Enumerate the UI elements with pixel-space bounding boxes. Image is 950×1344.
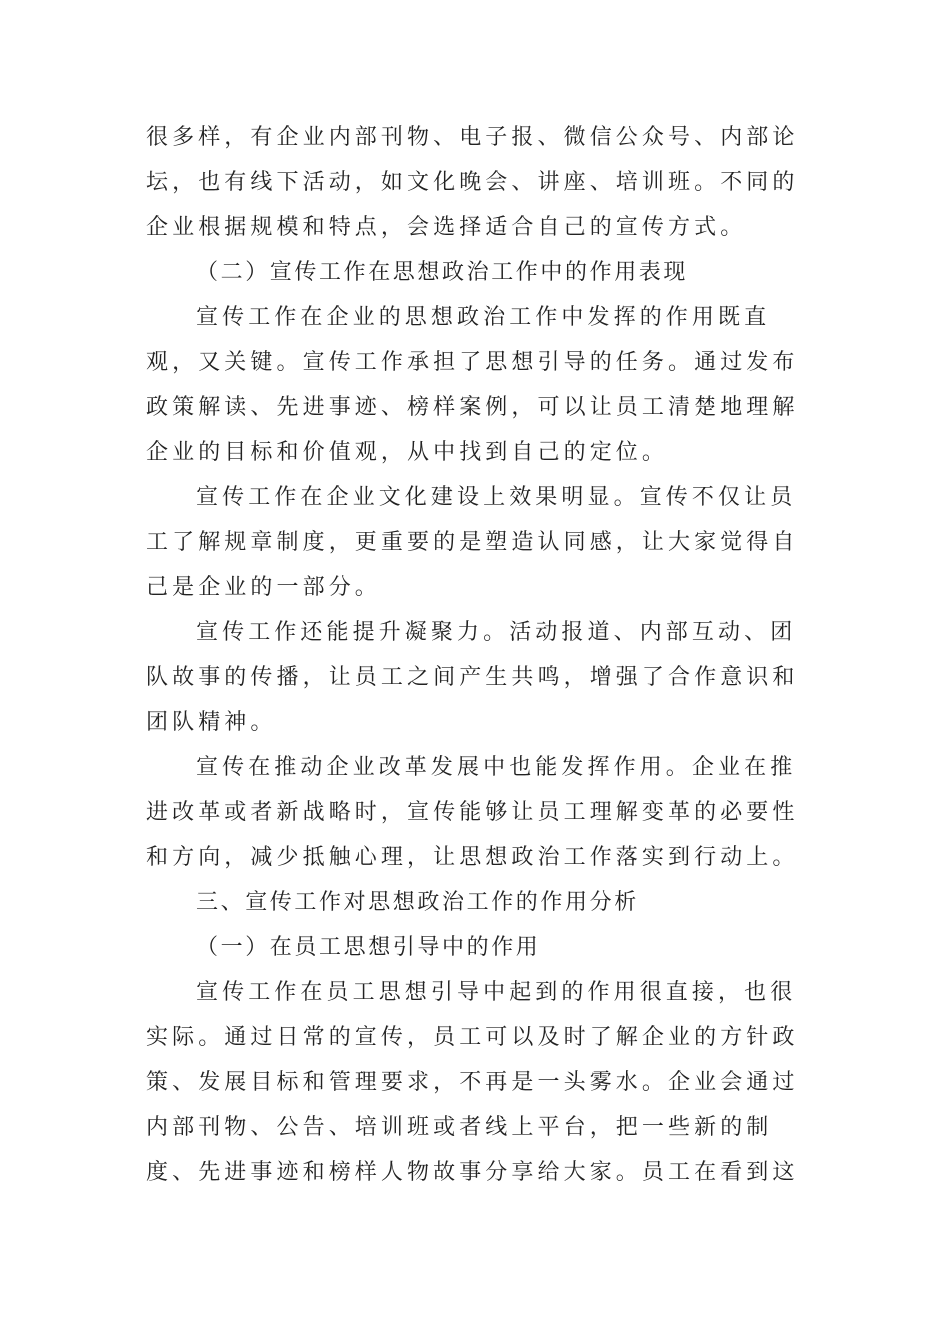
text-line: 实际。通过日常的宣传，员工可以及时了解企业的方针政 xyxy=(146,1025,799,1050)
text-line: 坛，也有线下活动，如文化晚会、讲座、培训班。不同的 xyxy=(146,170,799,195)
text-line: 团队精神。 xyxy=(146,710,277,735)
paragraph-start: 宣传工作在企业的思想政治工作中发挥的作用既直 xyxy=(196,305,771,330)
paragraph-start: 宣传工作还能提升凝聚力。活动报道、内部互动、团 xyxy=(196,620,797,645)
text-line: 队故事的传播，让员工之间产生共鸣，增强了合作意识和 xyxy=(146,665,799,690)
text-line: 进改革或者新战略时，宣传能够让员工理解变革的必要性 xyxy=(146,800,799,825)
section-heading: （二）宣传工作在思想政治工作中的作用表现 xyxy=(196,260,689,285)
text-line: 度、先进事迹和榜样人物故事分享给大家。员工在看到这 xyxy=(146,1160,799,1185)
text-line: 内部刊物、公告、培训班或者线上平台，把一些新的制 xyxy=(146,1115,773,1140)
text-line: 企业的目标和价值观，从中找到自己的定位。 xyxy=(146,440,669,465)
text-line: 观，又关键。宣传工作承担了思想引导的任务。通过发布 xyxy=(146,350,799,375)
text-line: 己是企业的一部分。 xyxy=(146,575,381,600)
section-heading: 三、宣传工作对思想政治工作的作用分析 xyxy=(196,890,639,915)
text-line: 企业根据规模和特点，会选择适合自己的宣传方式。 xyxy=(146,215,747,240)
section-heading: （一）在员工思想引导中的作用 xyxy=(196,935,541,960)
paragraph-start: 宣传工作在企业文化建设上效果明显。宣传不仅让员 xyxy=(196,485,797,510)
text-line: 和方向，减少抵触心理，让思想政治工作落实到行动上。 xyxy=(146,845,799,870)
paragraph-start: 宣传工作在员工思想引导中起到的作用很直接，也很 xyxy=(196,980,797,1005)
paragraph-start: 宣传在推动企业改革发展中也能发挥作用。企业在推 xyxy=(196,755,797,780)
text-line: 工了解规章制度，更重要的是塑造认同感，让大家觉得自 xyxy=(146,530,799,555)
text-line: 策、发展目标和管理要求，不再是一头雾水。企业会通过 xyxy=(146,1070,799,1095)
text-line: 政策解读、先进事迹、榜样案例，可以让员工清楚地理解 xyxy=(146,395,799,420)
text-line: 很多样，有企业内部刊物、电子报、微信公众号、内部论 xyxy=(146,125,799,150)
